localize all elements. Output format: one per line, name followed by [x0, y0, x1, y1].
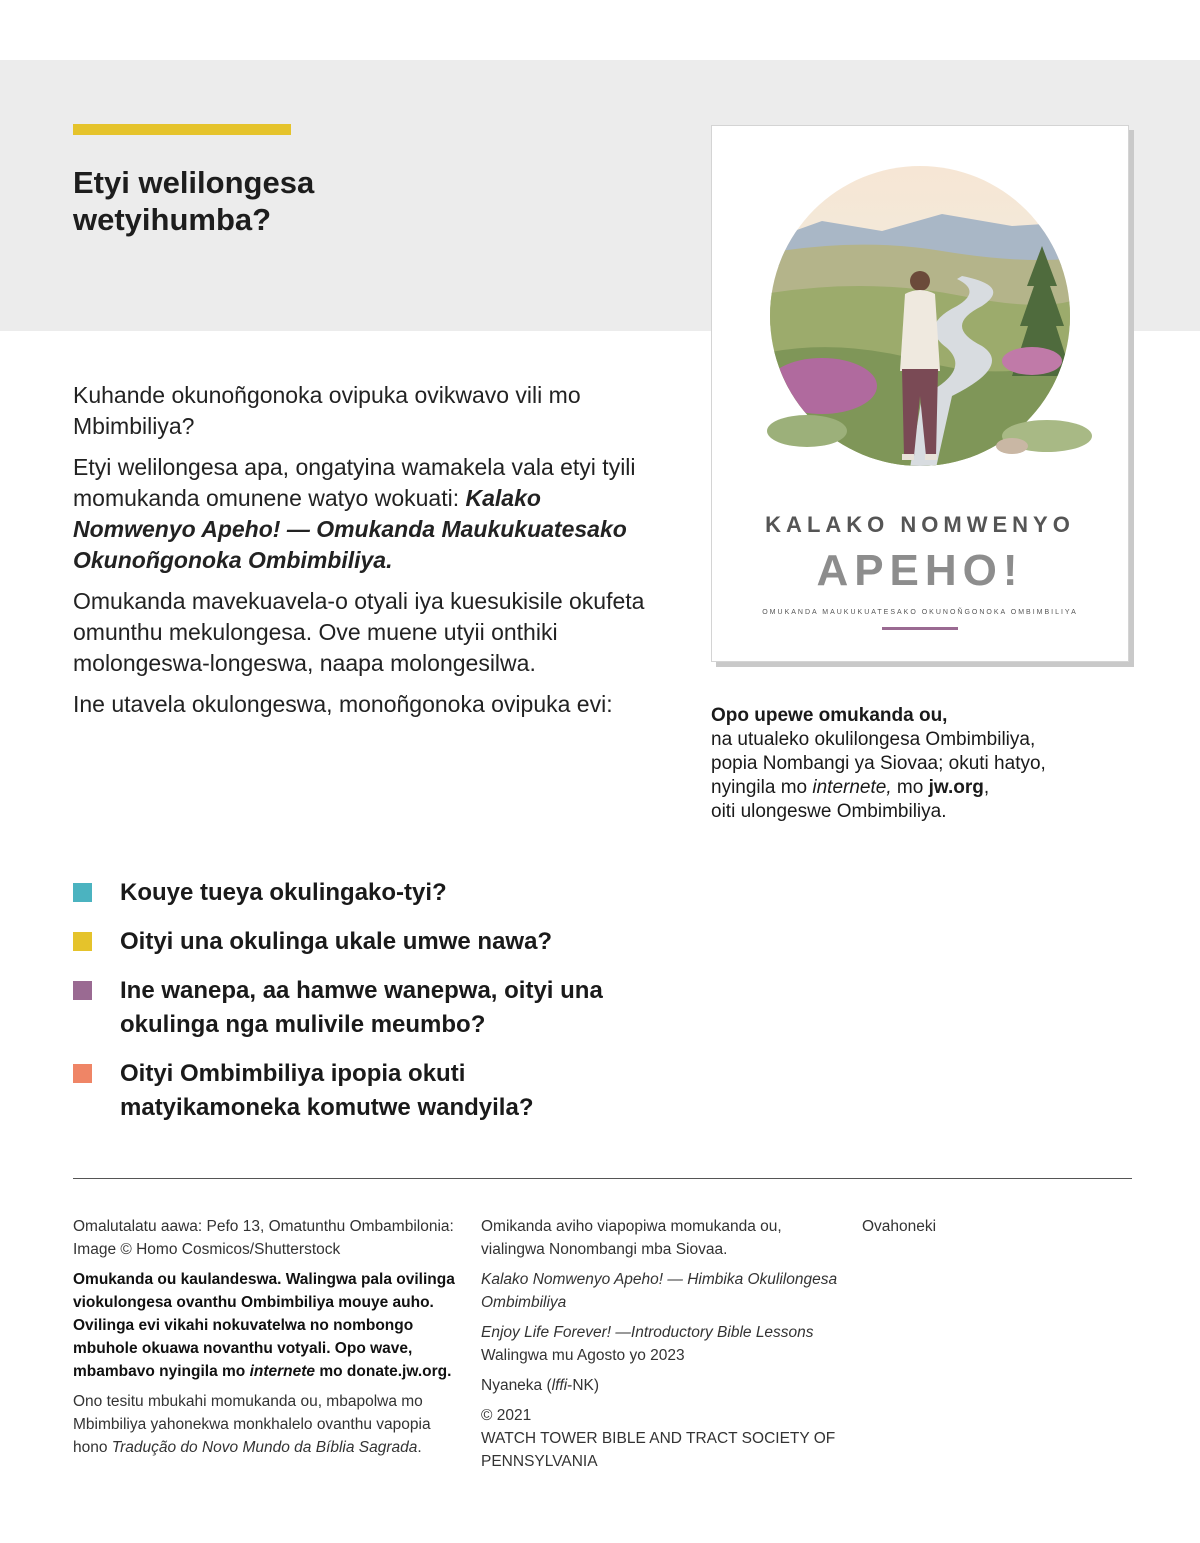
body-text — [73, 380, 648, 730]
cover-title-line2: APEHO! — [816, 546, 1024, 595]
square-bullet-icon — [73, 1064, 92, 1083]
image-credit: Omalutalatu aawa: Pefo 13, Omatunthu Ombambilonia: Image © Homo Cosmicos/Shutterstock — [73, 1218, 454, 1258]
footer-divider — [73, 1178, 1132, 1179]
question-list — [73, 876, 648, 1140]
cover-subtitle: OMUKANDA MAUKUKUATESAKO OKUNOÑGONOKA OMBIMBILIYA — [762, 609, 1078, 616]
list-item: Oityi una okulinga ukale umwe nawa? — [73, 925, 648, 959]
book-cover[interactable] — [711, 125, 1129, 662]
cover-illustration — [712, 126, 1128, 506]
jw-org-link[interactable]: jw.org — [928, 777, 984, 798]
footer-column-publication — [481, 1215, 841, 1480]
language-code: Nyaneka (lffi-NK) — [481, 1377, 600, 1394]
side-note-lead: Opo upewe omukanda ou, — [711, 705, 948, 726]
page-title: Etyi welilongesa wetyihumba? — [73, 165, 315, 237]
cover-accent-line — [882, 627, 958, 630]
copyright: © 2021 WATCH TOWER BIBLE AND TRACT SOCIETY OF PENNSYLVANIA — [481, 1407, 836, 1470]
paragraph-2: Etyi welilongesa apa, ongatyina wamakela vala etyi tyili momukanda omunene watyo wokuati: Kalako Nomwenyo Apeho! — Omukanda Maukukuatesako Okunoñgonoka Ombimbiliya. — [73, 454, 636, 573]
list-item: Oityi Ombimbiliya ipopia okuti matyikamoneka komutwe wandyila? — [73, 1057, 648, 1125]
paragraph-1: Kuhande okunoñgonoka ovipuka ovikwavo vili mo Mbimbiliya? — [73, 382, 581, 439]
side-note: Opo upewe omukanda ou, na utualeko okulilongesa Ombimbiliya, popia Nombangi ya Siovaa; okuti hatyo, nyingila mo internete, mo jw.org, oiti ulongeswe Ombimbiliya. — [711, 704, 1141, 824]
scripture-note: Ono tesitu mbukahi momukanda ou, mbapolwa mo Mbimbiliya yahonekwa monkhalelo ovanthu vapopia hono Tradução do Novo Mundo da Bíblia Sagrada. — [73, 1393, 431, 1456]
square-bullet-icon — [73, 932, 92, 951]
square-bullet-icon — [73, 883, 92, 902]
publication-details: Enjoy Life Forever! —Introductory Bible Lessons Walingwa mu Agosto yo 2023 — [481, 1324, 814, 1364]
paragraph-3: Omukanda mavekuavela-o otyali iya kuesukisile okufeta omunthu mekulongesa. Ove muene utyii onthiki molongeswa-longeswa, naapa molongesilwa. — [73, 588, 645, 676]
book-title: Kalako Nomwenyo Apeho! — Omukanda Maukukuatesako Okunoñgonoka Ombimbiliya. — [73, 485, 627, 573]
accent-bar — [73, 124, 291, 135]
footer-column-publishers — [862, 1215, 1122, 1245]
list-item: Ine wanepa, aa hamwe wanepwa, oityi una okulinga nga mulivile meumbo? — [73, 974, 648, 1042]
donation-note: Omukanda ou kaulandeswa. Walingwa pala ovilinga viokulongesa ovanthu Ombimbiliya mouye auho. Ovilinga evi vikahi nokuvatelwa no nombongo mbuhole okuawa novanthu votyali. Opo wave, mbambavo nyingila mo internete mo donate.jw.org. — [73, 1271, 455, 1380]
cover-title-line1: KALAKO NOMWENYO — [765, 512, 1075, 537]
publishers-label: Ovahoneki — [862, 1218, 937, 1235]
footer-column-credits — [73, 1215, 458, 1466]
publication-title-local: Kalako Nomwenyo Apeho! — Himbika Okulilongesa Ombimbiliya — [481, 1271, 838, 1311]
paragraph-4: Ine utavela okulongeswa, monoñgonoka ovipuka evi: — [73, 691, 613, 717]
square-bullet-icon — [73, 981, 92, 1000]
publication-intro: Omikanda aviho viapopiwa momukanda ou, vialingwa Nonombangi mba Siovaa. — [481, 1218, 782, 1258]
list-item: Kouye tueya okulingako-tyi? — [73, 876, 648, 910]
